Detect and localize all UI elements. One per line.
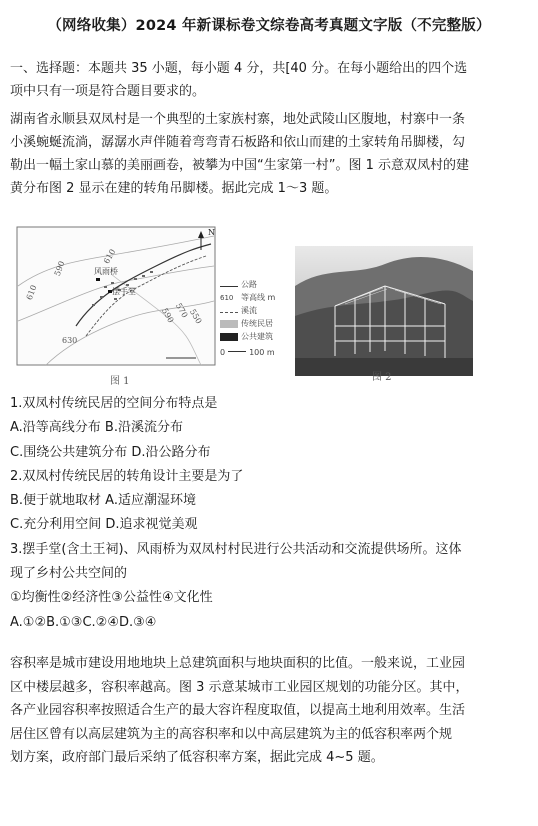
text-line: 居住区曾有以高层建筑为主的高容积率和以中高层建筑为主的低容积率两个规 xyxy=(10,726,453,742)
answer-options: C.充分利用空间 D.追求视觉美观 xyxy=(10,517,198,533)
legend-item xyxy=(220,304,290,317)
figure1-caption: 图 1 xyxy=(110,376,130,387)
scale-start: 0 xyxy=(220,348,226,357)
text-line: 小溪蜿蜒流淌，潺潺水声伴随着弯弯青石板路和依山而建的土家转角吊脚楼，勾 xyxy=(10,135,466,150)
public-building-marker xyxy=(96,278,100,281)
legend-scale xyxy=(220,346,290,359)
document-title: （网络收集）2024 年新课标卷文综卷高考真题文字版（不完整版） xyxy=(47,18,491,34)
question-stem: 现了乡村公共空间的 xyxy=(10,566,128,582)
text-line: 黄分布图 2 显示在建的转角吊脚楼。据此完成 1～3 题。 xyxy=(10,181,338,196)
text-line: 一、选择题：本题共 35 小题，每小题 4 分，共[40 分。在每小题给出的四个选 xyxy=(10,61,468,76)
contour-label: 610 xyxy=(24,283,39,302)
text-line: 湖南省永顺县双凤村是一个典型的土家族村寨，地处武陵山区腹地，村寨中一条 xyxy=(10,112,466,127)
text-line: 项中只有一项是符合题目要求的。 xyxy=(10,84,206,99)
contour-label: 630 xyxy=(62,336,78,345)
contour-label: 550 xyxy=(187,307,204,326)
contour-label: 590 xyxy=(159,306,176,325)
contour-sample-value: 610 xyxy=(220,293,234,302)
scale-end: 100 m xyxy=(249,348,275,357)
text-line: 划方案，政府部门最后采纳了低容积率方案，据此完成 4~5 题。 xyxy=(10,750,384,766)
legend-label: 传统民居 xyxy=(241,319,273,328)
photo-drawing xyxy=(295,246,473,376)
text-line: 各产业园容积率按照适合生产的最大容许程度取值，以提高土地利用效率。生活 xyxy=(10,703,466,719)
answer-options: C.围绕公共建筑分布 D.沿公路分布 xyxy=(10,444,211,460)
map-legend xyxy=(220,278,290,359)
text-line: 容积率是城市建设用地地块上总建筑面积与地块面积的比值。一般来说，工业园 xyxy=(10,656,466,671)
figure2-caption: 图 2 xyxy=(372,372,392,383)
north-label: N xyxy=(208,228,215,237)
road-icon xyxy=(220,282,238,287)
stilt-house-photo xyxy=(295,246,473,376)
dwelling-icon xyxy=(220,320,238,328)
scale-bar xyxy=(228,351,246,352)
legend-item xyxy=(220,330,290,343)
place-label-hall: 摆手堂 xyxy=(112,287,136,296)
answer-options: A.①②B.①③C.②④D.③④ xyxy=(10,614,157,630)
question-stem: 3.摆手堂(含土王祠)、风雨桥为双凤村村民进行公共活动和交流提供场所。这体 xyxy=(10,541,462,557)
legend-item xyxy=(220,291,290,304)
legend-label: 溪流 xyxy=(241,306,257,315)
village-map xyxy=(16,226,216,366)
place-label-bridge: 风雨桥 xyxy=(94,267,118,276)
text-line: 勒出一幅土家山慕的美丽画卷，被攀为中国“生家第一村”。图 1 示意双凤村的建 xyxy=(10,158,470,173)
legend-label: 公共建筑 xyxy=(241,332,273,341)
text-line: 区中楼层越多，容积率越高。图 3 示意某城市工业园区规划的功能分区。其中， xyxy=(10,679,469,695)
question-stem: 2.双凤村传统民居的转角设计主要是为了 xyxy=(10,468,244,484)
legend-label: 公路 xyxy=(241,280,257,289)
answer-options: A.沿等高线分布 B.沿溪流分布 xyxy=(10,420,183,436)
legend-item xyxy=(220,278,290,291)
public-building-icon xyxy=(220,333,238,341)
legend-label: 等高线 m xyxy=(241,293,276,302)
legend-item xyxy=(220,317,290,330)
answer-options: B.便于就地取材 A.适应潮湿环境 xyxy=(10,493,196,509)
figures-block xyxy=(10,222,528,390)
answer-statements: ①均衡性②经济性③公益性④文化性 xyxy=(10,590,213,606)
contour-label: 570 xyxy=(173,301,190,320)
question-stem: 1.双凤村传统民居的空间分布特点是 xyxy=(10,396,218,411)
contour-label: 610 xyxy=(101,247,118,266)
reading-passage-1 xyxy=(10,108,528,200)
section-instructions xyxy=(10,57,528,103)
questions-block xyxy=(10,392,528,635)
stream-icon xyxy=(220,308,238,313)
contour-label: 590 xyxy=(52,259,67,278)
reading-passage-2 xyxy=(10,652,528,770)
